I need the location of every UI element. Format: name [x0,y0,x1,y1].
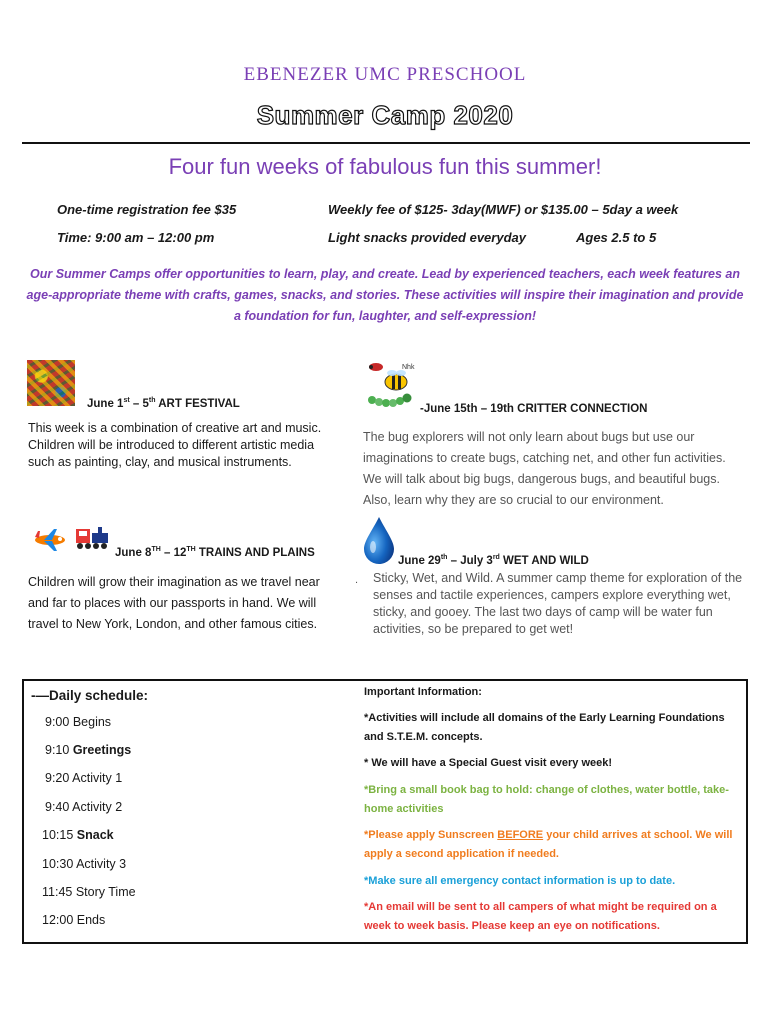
schedule-activity: Snack [76,828,114,842]
week-critter-description: The bug explorers will not only learn about bugs but use our imaginations to create bugs, catching net, and other fun activities. We will talk about big bugs, dangerous bugs, and beautiful bugs. Also, learn why they are so crucial to our environment. [363,430,726,507]
week-trains-date-end: – 12 [160,546,187,559]
info-book-bag: *Bring a small book bag to hold: change of clothes, water bottle, take-home activities [364,784,729,815]
schedule-row [42,885,136,899]
week-trains-sup1: TH [151,546,161,553]
week-trains-date-start: June 8 [115,546,152,559]
schedule-activity: Activity 3 [76,857,127,871]
art-painting-image [27,360,75,406]
schedule-row [45,800,122,814]
week-wet-sup2: rd [492,554,500,561]
weekly-fee: Weekly fee of $125- 3day(MWF) or $135.00 – 5day a week [328,202,679,217]
intro-paragraph: Our Summer Camps offer opportunities to learn, play, and create. Lead by experienced teachers, each week features an age-appropriate theme with crafts, games, snacks, and stories. These activities will inspire their imagination and provide a foundation for fun, laughter, and self-expression! [26,267,744,323]
schedule-row [42,828,114,842]
org-name: EBENEZER UMC PRESCHOOL [243,64,527,85]
schedule-time: 9:10 [45,743,70,757]
schedule-time: 11:45 [42,885,73,899]
week-trains-description: Children will grow their imagination as we travel near and far to places with our passports in hand. We will travel to New York, London, and other famous cities. [28,575,320,631]
info-sunscreen-pre: *Please apply Sunscreen [364,829,498,841]
info-emergency-contact: *Make sure all emergency contact information is up to date. [364,875,676,887]
schedule-time: 10:30 [42,857,74,871]
schedule-activity: Story Time [75,885,136,899]
schedule-time: 12:00 [42,913,74,927]
age-range: Ages 2.5 to 5 [576,230,657,245]
title-divider [22,142,750,144]
tagline: Four fun weeks of fabulous fun this summer! [168,154,602,179]
week-wet-title [398,554,589,567]
week-wet-description: Sticky, Wet, and Wild. A summer camp theme for exploration of the senses and tactile experiences, campers explore everything wet, sticky, and gooey. The last two days of camp will be water fun activities, so be prepared to get wet! [373,571,743,636]
snacks-info: Light snacks provided everyday [328,230,526,245]
schedule-activity: Ends [76,913,106,927]
week-art-sup2: th [148,397,156,404]
schedule-time: 9:20 [45,771,70,785]
week-trains-theme: TRAINS AND PLAINS [195,546,315,559]
schedule-time: 9:00 [45,715,70,729]
schedule-row [45,743,131,757]
schedule-time: 9:40 [45,800,70,814]
week-art-date-start: June 1 [87,397,124,410]
info-email-notice: *An email will be sent to all campers of what might be required on a week to week basis. Please keep an eye on notifications. [364,901,717,932]
plane-train-image [32,523,112,553]
info-activities: *Activities will include all domains of the Early Learning Foundations and S.T.E.M. concepts. [364,712,725,743]
week-wet-bullet: . [355,574,359,586]
schedule-row [45,771,122,785]
week-trains-sup2: TH [186,546,196,553]
week-wet-date-end: – July 3 [447,554,493,567]
schedule-activity: Greetings [72,743,132,757]
bugs-image [362,360,422,412]
info-heading: Important Information: [364,686,482,698]
week-art-date-end: – 5 [129,397,149,410]
week-art-title [87,397,240,410]
week-art-description: This week is a combination of creative art and music. Children will be introduced to different artistic media such as painting, clay, and musical instruments. [28,421,322,469]
schedule-row [42,857,126,871]
week-trains-title [115,546,315,559]
schedule-time: 10:15 [42,828,74,842]
week-wet-sup1: th [440,554,448,561]
info-special-guest: * We will have a Special Guest visit every week! [364,757,613,769]
info-sunscreen [364,826,734,864]
schedule-row [42,913,105,927]
week-art-theme: ART FESTIVAL [155,397,240,410]
schedule-activity: Begins [72,715,112,729]
week-critter-title: -June 15th – 19th CRITTER CONNECTION [420,403,648,415]
schedule-heading: -—Daily schedule: [31,688,149,703]
schedule-activity: Activity 2 [72,800,123,814]
week-wet-date-start: June 29 [398,554,441,567]
page-title: Summer Camp 2020 [256,100,514,130]
week-wet-theme: WET AND WILD [499,554,589,567]
camp-time: Time: 9:00 am – 12:00 pm [57,230,215,245]
registration-fee: One-time registration fee $35 [57,202,237,217]
info-sunscreen-before: BEFORE [497,829,544,841]
week-art-sup1: st [123,397,130,404]
schedule-row [45,715,111,729]
info-sunscreen-post: your child arrives at school. We will apply a second application if needed. [364,829,733,860]
svg-text:Nhk: Nhk [402,364,415,371]
schedule-activity: Activity 1 [72,771,123,785]
water-drop-image [362,515,396,565]
